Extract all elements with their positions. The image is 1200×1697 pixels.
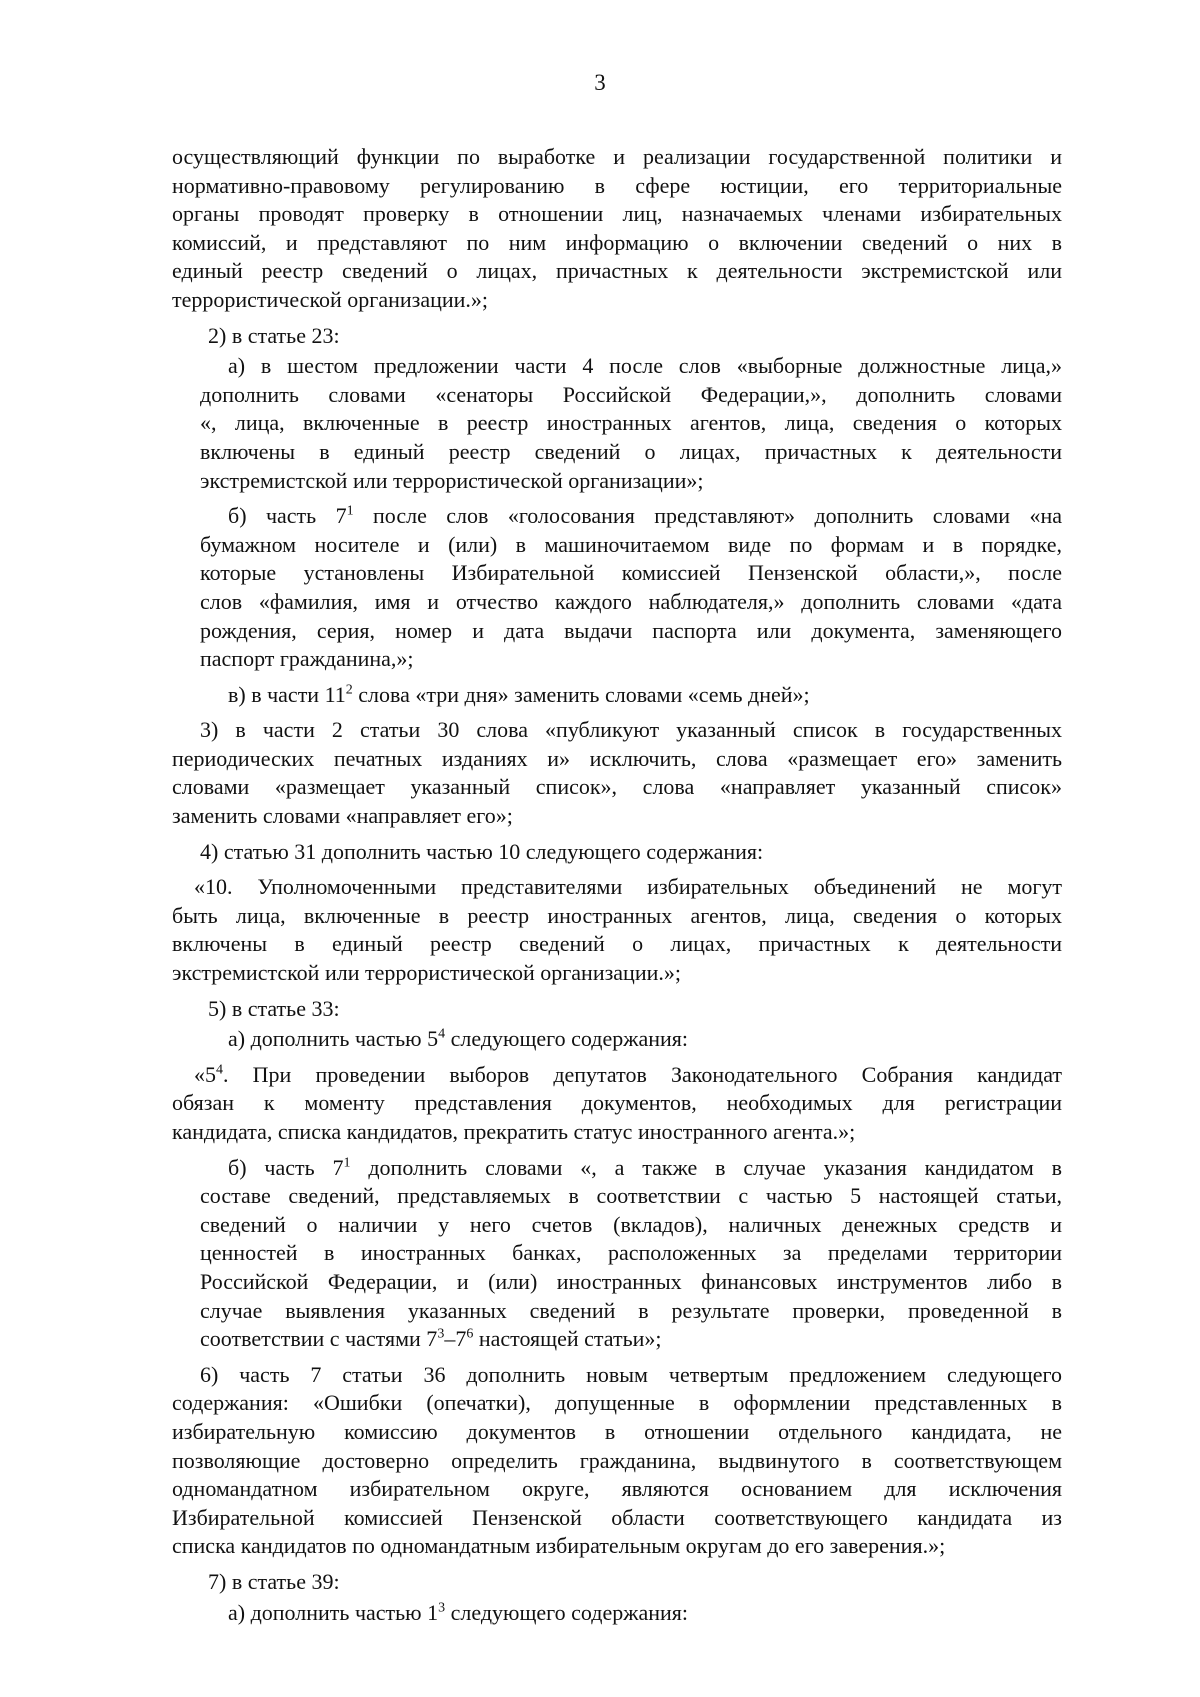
text-line: в) в части $11^2$ слова «три дня» заменить словами «семь дней»; <box>228 681 810 707</box>
page-number: 3 <box>594 70 606 95</box>
text-line: 3) в части 2 статьи 30 слова «публикуют указанный список в государственных <box>200 717 1062 743</box>
list-item-2 <box>172 322 1062 351</box>
text-line: б) часть $7^1$ дополнить словами «, а также в случае указания кандидатом в <box>228 1154 1062 1180</box>
text-line: рождения, серия, номер и дата выдачи паспорта или документа, заменяющего <box>200 617 1062 643</box>
text-line: обязан к моменту представления документов, необходимых для регистрации <box>172 1090 1062 1116</box>
text-line: включены в единый реестр сведений о лицах, причастных к деятельности <box>172 931 1062 957</box>
text-line: осуществляющий функции по выработке и реализации государственной политики и <box>172 144 1062 169</box>
list-item-3 <box>172 716 1062 830</box>
text-line: слов «фамилия, имя и отчество каждого наблюдателя,» дополнить словами «дата <box>200 588 1062 614</box>
text-line: «, лица, включенные в реестр иностранных агентов, лица, сведения о которых <box>200 410 1062 436</box>
text-line: одномандатном избирательном округе, являются основанием для исключения <box>172 1476 1062 1502</box>
text-line: 7) в статье 39: <box>208 1568 340 1594</box>
text-line: заменить словами «направляет его»; <box>172 803 513 829</box>
text-line: нормативно-правовому регулированию в сфере юстиции, его территориальные <box>172 172 1062 198</box>
text-line: экстремистской или террористической организации.»; <box>172 960 681 986</box>
subitem-5b <box>172 1154 1062 1354</box>
text-line: Избирательной комиссией Пензенской области соответствующего кандидата из <box>172 1504 1062 1530</box>
text-line: которые установлены Избирательной комиссией Пензенской области,», после <box>200 560 1062 586</box>
text-line: террористической организации.»; <box>172 286 489 312</box>
text-line: ценностей в иностранных банках, расположенных за пределами территории <box>200 1240 1062 1266</box>
text-line: сведений о наличии у него счетов (вкладов), наличных денежных средств и <box>200 1211 1062 1237</box>
text-line: комиссий, и представляют по ним информацию о включении сведений о них в <box>172 229 1062 255</box>
subitem-7a <box>172 1599 1062 1628</box>
text-line: б) часть $7^1$ после слов «голосования представляют» дополнить словами «на <box>228 503 1062 529</box>
text-line: периодических печатных изданиях и» исключить, слова «размещает его» заменить <box>172 745 1062 771</box>
text-line: соответствии с частями $7^3-7^6$ настоящей статьи»; <box>200 1326 662 1352</box>
text-line: а) дополнить частью $5^4$ следующего содержания: <box>228 1026 688 1052</box>
text-line: единый реестр сведений о лицах, причастных к деятельности экстремистской или <box>172 258 1062 284</box>
list-item-6 <box>172 1361 1062 1561</box>
text-line: паспорт гражданина,»; <box>200 646 414 672</box>
text-line: 5) в статье 33: <box>208 995 340 1021</box>
text-line: списка кандидатов по одномандатным избирательным округам до его заверения.»; <box>172 1533 946 1559</box>
text-line: «$5^4$. При проведении выборов депутатов Законодательного Собрания кандидат <box>194 1061 1062 1087</box>
text-line: бумажном носителе и (или) в машиночитаемом виде по формам и в порядке, <box>200 531 1062 557</box>
text-line: быть лица, включенные в реестр иностранных агентов, лица, сведения о которых <box>172 902 1062 928</box>
text-line: органы проводят проверку в отношении лиц, назначаемых членами избирательных <box>172 201 1062 227</box>
text-line: дополнить словами «сенаторы Российской Федерации,», дополнить словами <box>200 381 1062 407</box>
document-body <box>172 143 1062 1634</box>
text-line: экстремистской или террористической организации»; <box>200 467 704 493</box>
subitem-5a <box>172 1025 1062 1054</box>
quoted-part-10 <box>172 873 1062 987</box>
text-line: «10. Уполномоченными представителями избирательных объединений не могут <box>194 874 1062 900</box>
text-line: словами «размещает указанный список», слова «направляет указанный список» <box>172 774 1062 800</box>
text-line: позволяющие достоверно определить гражданина, выдвинутого в соответствующем <box>172 1447 1062 1473</box>
text-line: избирательную комиссию документов в отношении отдельного кандидата, не <box>172 1418 1062 1444</box>
list-item-4 <box>172 838 1062 867</box>
subitem-2a <box>172 352 1062 495</box>
text-line: содержания: «Ошибки (опечатки), допущенные в оформлении представленных в <box>172 1390 1062 1416</box>
text-line: а) в шестом предложении части 4 после слов «выборные должностные лица,» <box>228 353 1062 379</box>
text-line: 4) статью 31 дополнить частью 10 следующего содержания: <box>200 838 764 864</box>
paragraph-continuation <box>172 143 1062 315</box>
text-line: 6) часть 7 статьи 36 дополнить новым четвертым предложением следующего <box>200 1361 1062 1387</box>
list-item-7 <box>172 1568 1062 1597</box>
text-line: а) дополнить частью $1^3$ следующего содержания: <box>228 1599 688 1625</box>
subitem-2b <box>172 502 1062 674</box>
text-line: кандидата, списка кандидатов, прекратить статус иностранного агента.»; <box>172 1119 856 1144</box>
text-line: Российской Федерации, и (или) иностранных финансовых инструментов либо в <box>200 1268 1062 1294</box>
list-item-5 <box>172 995 1062 1024</box>
text-line: случае выявления указанных сведений в результате проверки, проведенной в <box>200 1297 1062 1323</box>
text-line: включены в единый реестр сведений о лицах, причастных к деятельности <box>200 438 1062 464</box>
subitem-2v <box>172 681 1062 710</box>
quoted-part-5-4 <box>172 1061 1062 1147</box>
text-line: 2) в статье 23: <box>208 322 340 348</box>
text-line: составе сведений, представляемых в соответствии с частью 5 настоящей статьи, <box>200 1183 1062 1209</box>
